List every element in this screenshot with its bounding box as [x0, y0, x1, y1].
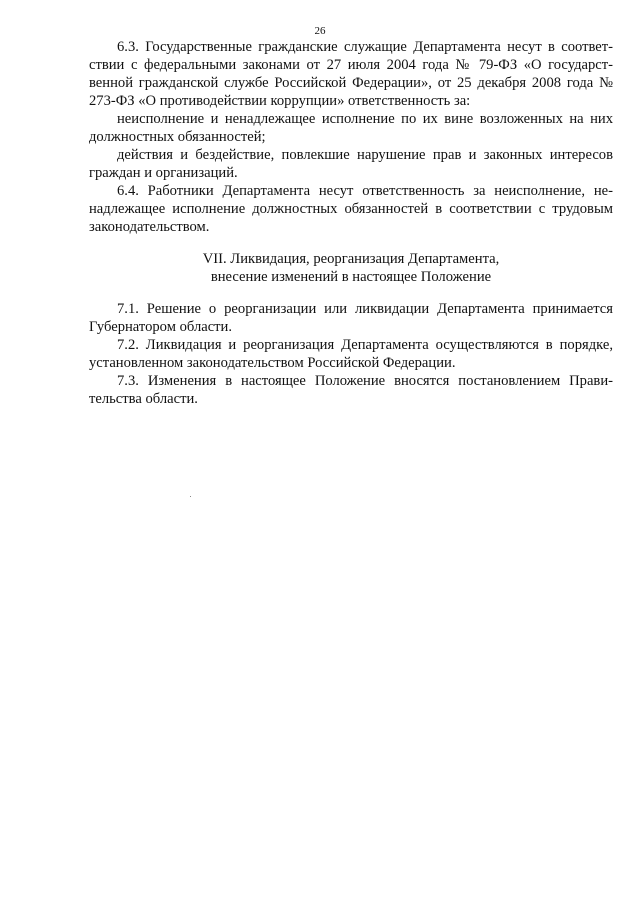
- page-number: 26: [314, 25, 326, 37]
- section-6-paragraphs: [89, 38, 613, 236]
- paragraph-line: граждан и организаций.: [89, 165, 238, 181]
- paragraph-line: установленном законодательством Российской Федерации.: [89, 355, 456, 371]
- paragraph-line: 7.2. Ликвидация и реорганизация Департамента осуществляются в порядке,: [117, 337, 613, 353]
- paragraph-7-2: [89, 336, 613, 372]
- paragraph-line: 7.1. Решение о реорганизации или ликвидации Департамента принимается: [117, 301, 613, 317]
- paragraph-line: тельства области.: [89, 391, 198, 407]
- section-title: [89, 250, 613, 286]
- paragraph-line: неисполнение и ненадлежащее исполнение по их вине возложенных на них: [117, 111, 613, 127]
- section-title-line: внесение изменений в настоящее Положение: [210, 269, 492, 285]
- paragraph-7-3: [89, 372, 613, 408]
- paragraph-line: ствии с федеральными законами от 27 июля 2004 года № 79-ФЗ «О государст-: [89, 57, 613, 73]
- paragraph-line: надлежащее исполнение должностных обязанностей в соответствии с трудовым: [89, 201, 613, 217]
- section-7-paragraphs: [89, 300, 613, 408]
- scan-speck: [190, 496, 191, 497]
- paragraph-line: 6.4. Работники Департамента несут ответственность за неисполнение, не-: [117, 183, 613, 199]
- paragraph-line: 6.3. Государственные гражданские служащие Департамента несут в соответ-: [117, 39, 613, 55]
- paragraph-6-3-a: [89, 110, 613, 146]
- paragraph-6-3: [89, 38, 613, 110]
- paragraph-line: 273-ФЗ «О противодействии коррупции» ответственность за:: [89, 93, 471, 109]
- paragraph-line: венной гражданской службе Российской Федерации», от 25 декабря 2008 года №: [89, 75, 613, 91]
- section-title-line: VII. Ликвидация, реорганизация Департамента,: [202, 251, 500, 267]
- paragraph-7-1: [89, 300, 613, 336]
- paragraph-6-4: [89, 182, 613, 236]
- paragraph-6-3-b: [89, 146, 613, 182]
- paragraph-line: действия и бездействие, повлекшие нарушение прав и законных интересов: [117, 147, 613, 163]
- document-body: [89, 38, 613, 408]
- paragraph-line: Губернатором области.: [89, 319, 233, 335]
- paragraph-line: 7.3. Изменения в настоящее Положение вносятся постановлением Прави-: [117, 373, 613, 389]
- paragraph-line: должностных обязанностей;: [89, 129, 266, 145]
- paragraph-line: законодательством.: [89, 219, 210, 235]
